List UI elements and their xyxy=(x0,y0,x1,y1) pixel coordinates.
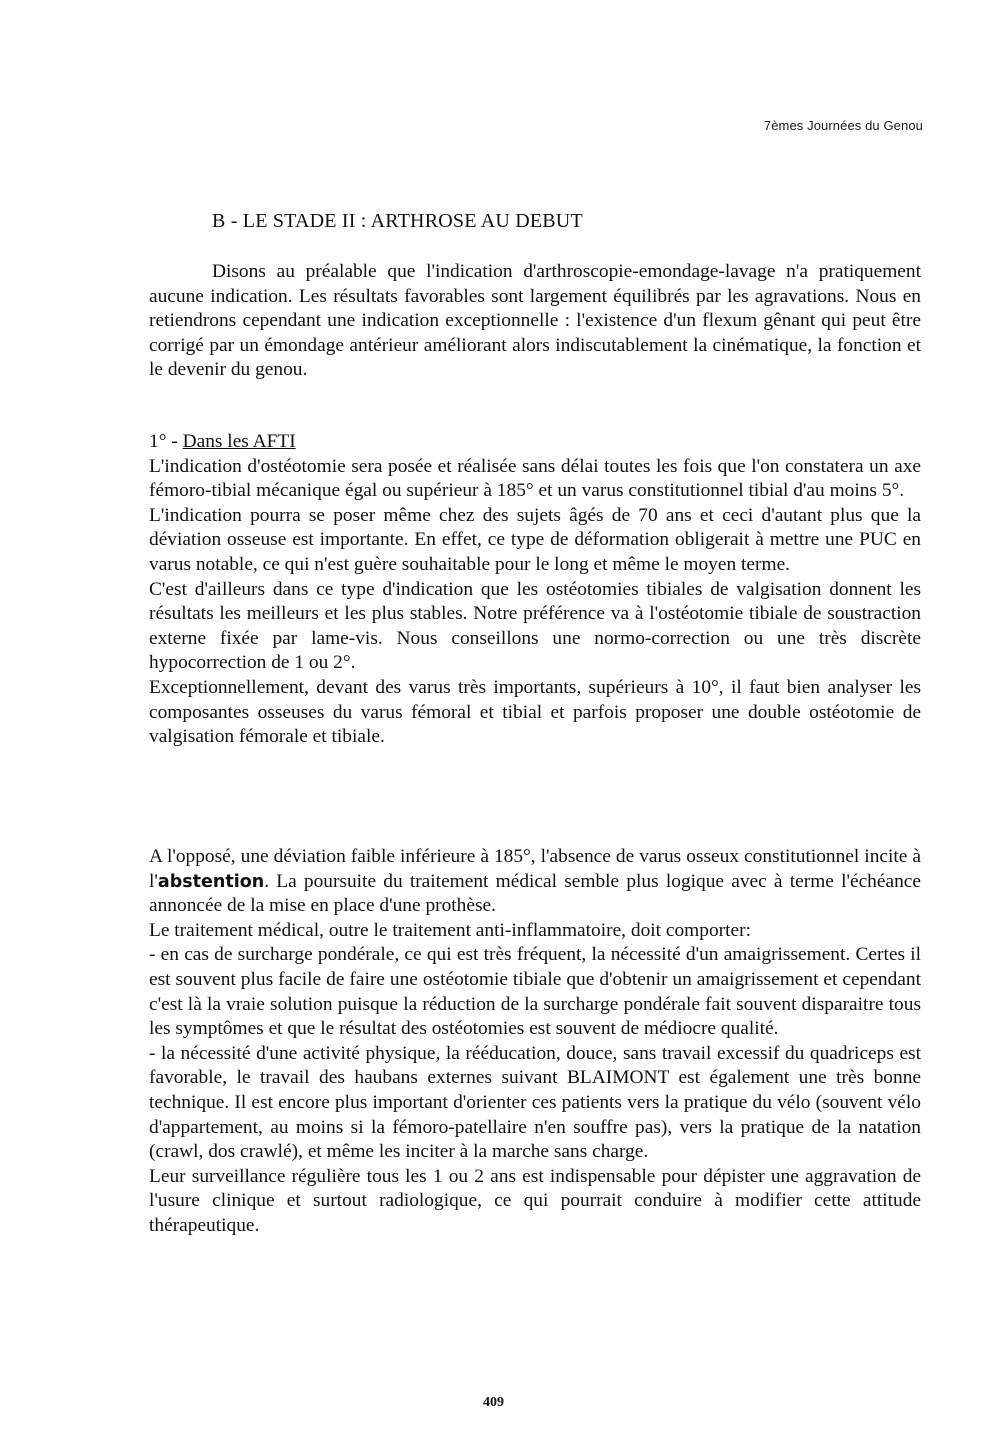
abstention-text-before: A l'opposé, une déviation faible inférieure à 185°, l'absence de varus osseux constitutionnel incite à l' xyxy=(149,846,921,892)
abstention-section xyxy=(149,845,921,1239)
intro-section xyxy=(149,260,921,383)
abstention-keyword: abstention xyxy=(157,871,265,892)
subsection-number: 1° - xyxy=(149,431,183,452)
abstention-paragraph-2: Le traitement médical, outre le traitement anti-inflammatoire, doit comporter: xyxy=(149,919,751,941)
abstention-paragraph-5: Leur surveillance régulière tous les 1 ou 2 ans est indispensable pour dépister une aggravation de l'usure clinique et surtout radiologique, ce qui pourrait conduire à modifier cette attitude thérapeutique. xyxy=(149,1165,921,1236)
intro-paragraph: Disons au préalable que l'indication d'arthroscopie-emondage-lavage n'a pratiquement aucune indication. Les résultats favorables sont largement équilibrés par les agravations. Nous en retiendrons cependant une indication exceptionnelle : l'existence d'un flexum gênant qui peut être corrigé par un émondage antérieur améliorant alors indiscutablement la cinématique, la fonction et le devenir du genou. xyxy=(149,261,921,381)
abstention-paragraph-1 xyxy=(149,845,921,919)
afti-paragraph-2: L'indication pourra se poser même chez des sujets âgés de 70 ans et ceci d'autant plus que la déviation osseuse est importante. En effet, ce type de déformation obligerait à mettre une PUC en varus notable, ce qui n'est guère souhaitable pour le long et même le moyen terme. xyxy=(149,504,921,575)
page-number: 409 xyxy=(483,1395,504,1410)
afti-paragraph-1: L'indication d'ostéotomie sera posée et réalisée sans délai toutes les fois que l'on constatera un axe fémoro-tibial mécanique égal ou supérieur à 185° et un varus constitutionnel tibial d'au moins 5°. xyxy=(149,455,921,502)
abstention-text-after: . La poursuite du traitement médical semble plus logique avec à terme l'échéance annoncée de la mise en place d'une prothèse. xyxy=(149,870,921,917)
subsection-heading-label: Dans les AFTI xyxy=(182,431,296,452)
abstention-paragraph-4: - la nécessité d'une activité physique, la rééducation, douce, sans travail excessif du quadriceps est favorable, le travail des haubans externes suivant BLAIMONT est également une très bonne technique. Il est encore plus important d'orienter ces patients vers la pratique du vélo (souvent vélo d'appartement, au moins si la fémoro-patellaire n'en souffre pas), vers la pratique de la natation (crawl, dos crawlé), et même les inciter à la marche sans charge. xyxy=(149,1042,921,1163)
afti-paragraph-4: Exceptionnellement, devant des varus très importants, supérieurs à 10°, il faut bien analyser les composantes osseuses du varus fémoral et tibial et parfois proposer une double ostéotomie de valgisation fémorale et tibiale. xyxy=(149,676,921,748)
running-header: 7èmes Journées du Genou xyxy=(763,118,923,133)
subsection-afti xyxy=(149,430,921,750)
section-title: B - LE STADE II : ARTHROSE AU DEBUT xyxy=(212,210,583,232)
abstention-paragraph-3: - en cas de surcharge pondérale, ce qui est très fréquent, la nécessité d'un amaigrissement. Certes il est souvent plus facile de faire une ostéotomie tibiale que d'obtenir un amaigrissement et cependant c'est là la vraie solution puisque la réduction de la surcharge pondérale fait souvent disparaitre tous les symptômes et que le résultat des ostéotomies est souvent de médiocre qualité. xyxy=(149,944,921,1040)
subsection-heading xyxy=(149,430,921,455)
afti-paragraph-3: C'est d'ailleurs dans ce type d'indication que les ostéotomies tibiales de valgisation donnent les résultats les meilleurs et les plus stables. Notre préférence va à l'ostéotomie tibiale de soustraction externe fixée par lame-vis. Nous conseillons une normo-correction ou une très discrète hypocorrection de 1 ou 2°. xyxy=(149,578,921,674)
